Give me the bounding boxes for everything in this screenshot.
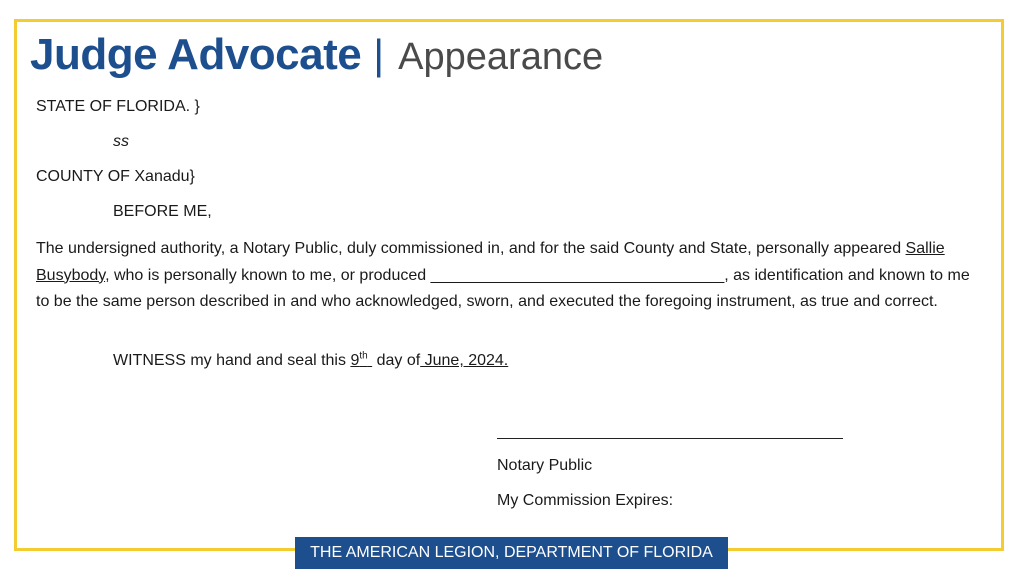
witness-date: June, 2024. (420, 352, 509, 369)
signature-line (497, 438, 843, 439)
notary-public-label: Notary Public (497, 457, 593, 474)
paragraph-part-2: , who is personally known to me, or produced (105, 266, 431, 284)
state-line: STATE OF FLORIDA. } (36, 98, 200, 115)
signer-name: Sallie Busybody (36, 240, 945, 284)
title-separator: | (373, 31, 385, 78)
witness-prefix: WITNESS my hand and seal this (113, 352, 351, 369)
paragraph-part-3: , as identification and known to me to be the same person described in and who acknowledged, sworn, and executed the foregoing instrument, as true and correct. (36, 266, 970, 310)
paragraph-part-1: The undersigned authority, a Notary Public, duly commissioned in, and for the said County and State, personally appeared (36, 240, 906, 257)
ss-line: ss (113, 133, 129, 150)
acknowledgment-paragraph (36, 236, 976, 316)
commission-expires-label: My Commission Expires: (497, 492, 674, 509)
witness-day-number: 9 (350, 352, 360, 369)
witness-middle: day of (372, 352, 421, 369)
before-me-line: BEFORE ME, (113, 203, 212, 220)
witness-line (113, 351, 508, 371)
identification-blank: _________________________________ (430, 266, 725, 284)
witness-day (350, 352, 372, 369)
page-title (30, 30, 603, 90)
footer-banner (295, 537, 728, 569)
footer-text: THE AMERICAN LEGION, DEPARTMENT OF FLORIDA (310, 544, 713, 561)
witness-day-suffix: th (359, 350, 368, 362)
title-main: Judge Advocate (30, 30, 362, 79)
title-subtitle: Appearance (398, 36, 604, 78)
county-line: COUNTY OF Xanadu} (36, 168, 195, 185)
